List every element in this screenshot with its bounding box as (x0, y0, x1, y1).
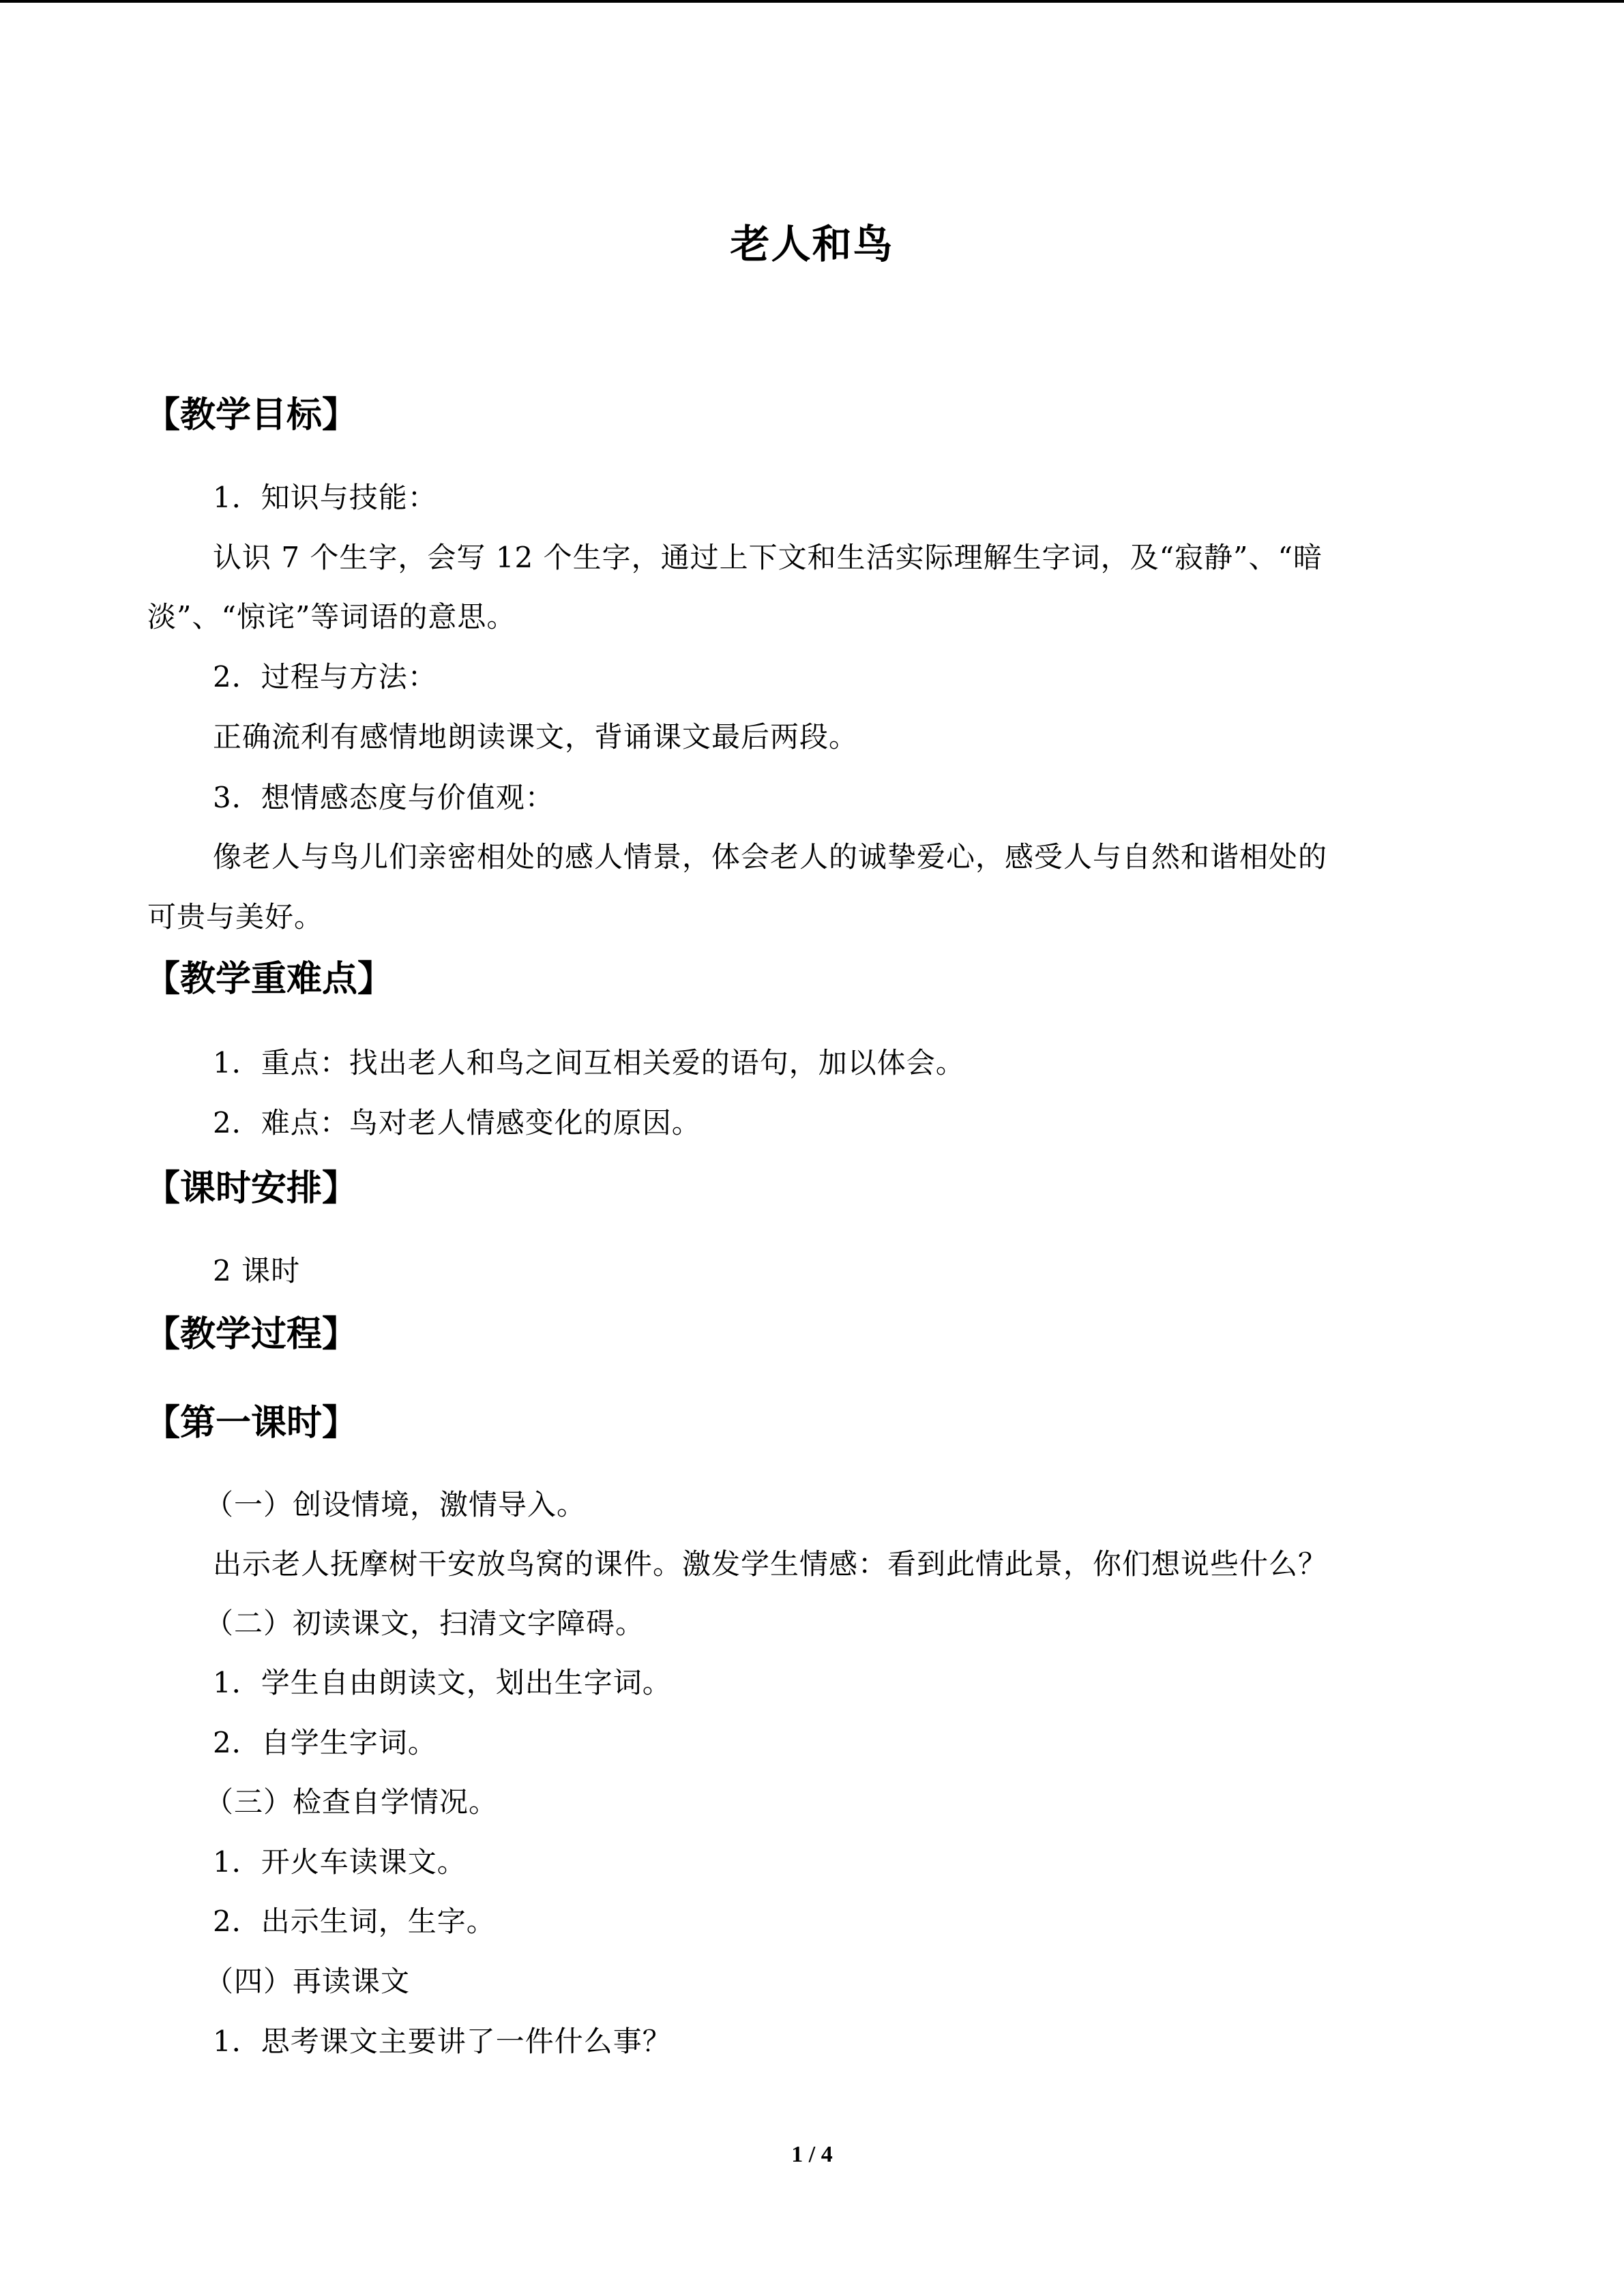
objective-1-text-line-1: 认识 7 个生字，会写 12 个生字，通过上下文和生活实际理解生字词，及“寂静”、“暗 (213, 541, 1323, 574)
step-4-item-1: 1．思考课文主要讲了一件什么事？ (213, 2025, 672, 2058)
step-3-item-2: 2．出示生词，生字。 (213, 1905, 496, 1938)
heading-schedule: 【课时安排】 (145, 1168, 358, 1209)
step-1-title: （一）创设情境，激情导入。 (205, 1488, 587, 1521)
page-number: 1 / 4 (791, 2142, 833, 2167)
objective-2-text: 正确流利有感情地朗读课文，背诵课文最后两段。 (213, 720, 859, 754)
objective-1-text-line-2: 淡”、“惊诧”等词语的意思。 (147, 600, 516, 633)
step-3-title: （三）检查自学情况。 (205, 1785, 499, 1819)
step-1-text: 出示老人抚摩树干安放鸟窝的课件。激发学生情感：看到此情此景，你们想说些什么？ (213, 1547, 1328, 1581)
heading-lesson-1: 【第一课时】 (145, 1403, 358, 1444)
key-point-2: 2．难点：鸟对老人情感变化的原因。 (213, 1106, 701, 1139)
step-4-title: （四）再读课文 (205, 1965, 411, 1998)
step-2-item-2: 2．自学生字词。 (213, 1726, 437, 1759)
heading-objectives: 【教学目标】 (145, 395, 358, 436)
objective-3-label: 3．想情感态度与价值观： (213, 781, 555, 814)
document-title: 老人和鸟 (730, 221, 894, 267)
step-2-title: （二）初读课文，扫清文字障碍。 (205, 1607, 645, 1640)
heading-key-points: 【教学重难点】 (145, 959, 394, 1000)
heading-process: 【教学过程】 (145, 1314, 358, 1355)
objective-2-label: 2．过程与方法： (213, 660, 437, 694)
step-2-item-1: 1．学生自由朗读文，划出生字词。 (213, 1666, 672, 1699)
step-3-item-1: 1．开火车读课文。 (213, 1845, 467, 1879)
schedule-text: 2 课时 (213, 1254, 301, 1287)
key-point-1: 1．重点：找出老人和鸟之间互相关爱的语句，加以体会。 (213, 1046, 965, 1079)
objective-3-text-line-2: 可贵与美好。 (147, 900, 324, 934)
objective-1-label: 1．知识与技能： (213, 481, 437, 514)
objective-3-text-line-1: 像老人与鸟儿们亲密相处的感人情景，体会老人的诚挚爱心，感受人与自然和谐相处的 (213, 840, 1328, 874)
